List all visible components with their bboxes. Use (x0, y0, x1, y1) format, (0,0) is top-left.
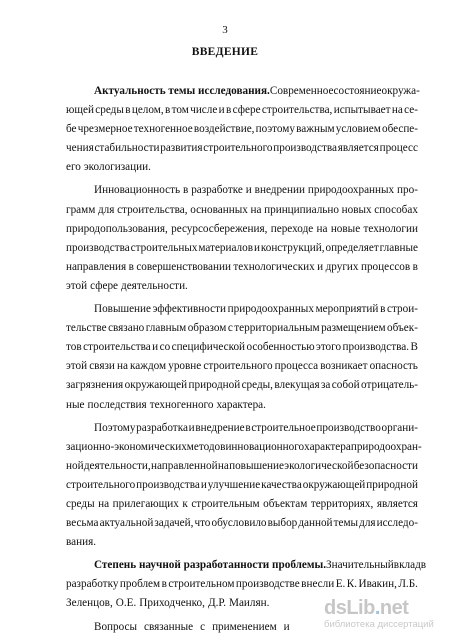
text-line: Повышение эффективности природоохранных мероприятий в строи- (94, 303, 418, 316)
text-line: строительного производства и улучшение качества окружающей природной (66, 478, 418, 491)
text-line: грамм для строительства, основанных на принципиально новых способах (66, 203, 418, 216)
text-line: Вопросы связанные с применением и (94, 620, 290, 633)
text-line: производства строительных материалов и конструкций, определяет главные (66, 241, 418, 254)
text-line: этой сфере деятельности. (66, 279, 188, 292)
text-line: среды на прилегающих к строительным объектам территориях, является (66, 497, 418, 510)
text-line: этой связи на каждом уровне строительного процесса возникает опасность (66, 360, 418, 373)
text-line: загрязнения окружающей природной среды, влекущая за собой отрицатель- (66, 379, 418, 392)
watermark-logo-text: dsLib.net (324, 597, 409, 619)
run-in-heading: Актуальность темы исследования. (94, 85, 270, 97)
text-line: чения стабильности развития строительного производства является процесс (66, 142, 418, 155)
text-line: зационно-экономических методов инновационного характера природоохран- (66, 440, 422, 453)
text-line: Актуальность темы исследования. Современное состояние окружа- (66, 82, 418, 101)
text-line: тельстве связано главным образом с территориальным размещением объек- (66, 322, 418, 335)
body-text (66, 82, 427, 637)
section-heading: ВВЕДЕНИЕ (191, 46, 259, 58)
text-line: Степень научной разработанности проблемы. Значительный вклад в (66, 556, 418, 575)
text-line: весьма актуальной задачей, что обусловило выбор данной темы для исследо- (66, 517, 418, 530)
watermark-logo (324, 597, 444, 631)
text-line: разработку проблем в строительном производстве внесли Е. К. Ивакин, Л.Б. (66, 578, 418, 591)
text-line: ные последствия техногенного характера. (66, 398, 266, 411)
text-line: Зеленцов, О.Е. Приходченко, Д.Р. Маилян. (66, 597, 270, 610)
text-line: бе чрезмерное техногенное воздействие, поэтому важным условием обеспе- (66, 123, 418, 136)
text-line: природопользования, ресурсосбережения, переходе на новые технологии (66, 222, 418, 235)
text-line: ной деятельности, направленной на повышение экологической безопасности (66, 459, 418, 472)
text-line: тов строительства и со специфической особенностью этого производства. В (66, 341, 418, 354)
text-line: его экологизации. (66, 161, 151, 174)
text-line: ющей среды в целом, в том числе и в сфере строительства, испытывает на се- (66, 104, 418, 117)
text-line: направления в совершенствовании технологических и других процессов в (66, 260, 418, 273)
text-line: вания. (66, 536, 97, 549)
text-line: Поэтому разработка и внедрение в строительное производство органи- (94, 421, 418, 434)
run-in-heading: Степень научной разработанности проблемы. (94, 559, 327, 572)
text-line: Инновационность в разработке и внедрении природоохранных про- (94, 184, 418, 197)
watermark-subtitle: библиотека диссертаций (324, 619, 434, 630)
page-number: 3 (222, 24, 228, 36)
